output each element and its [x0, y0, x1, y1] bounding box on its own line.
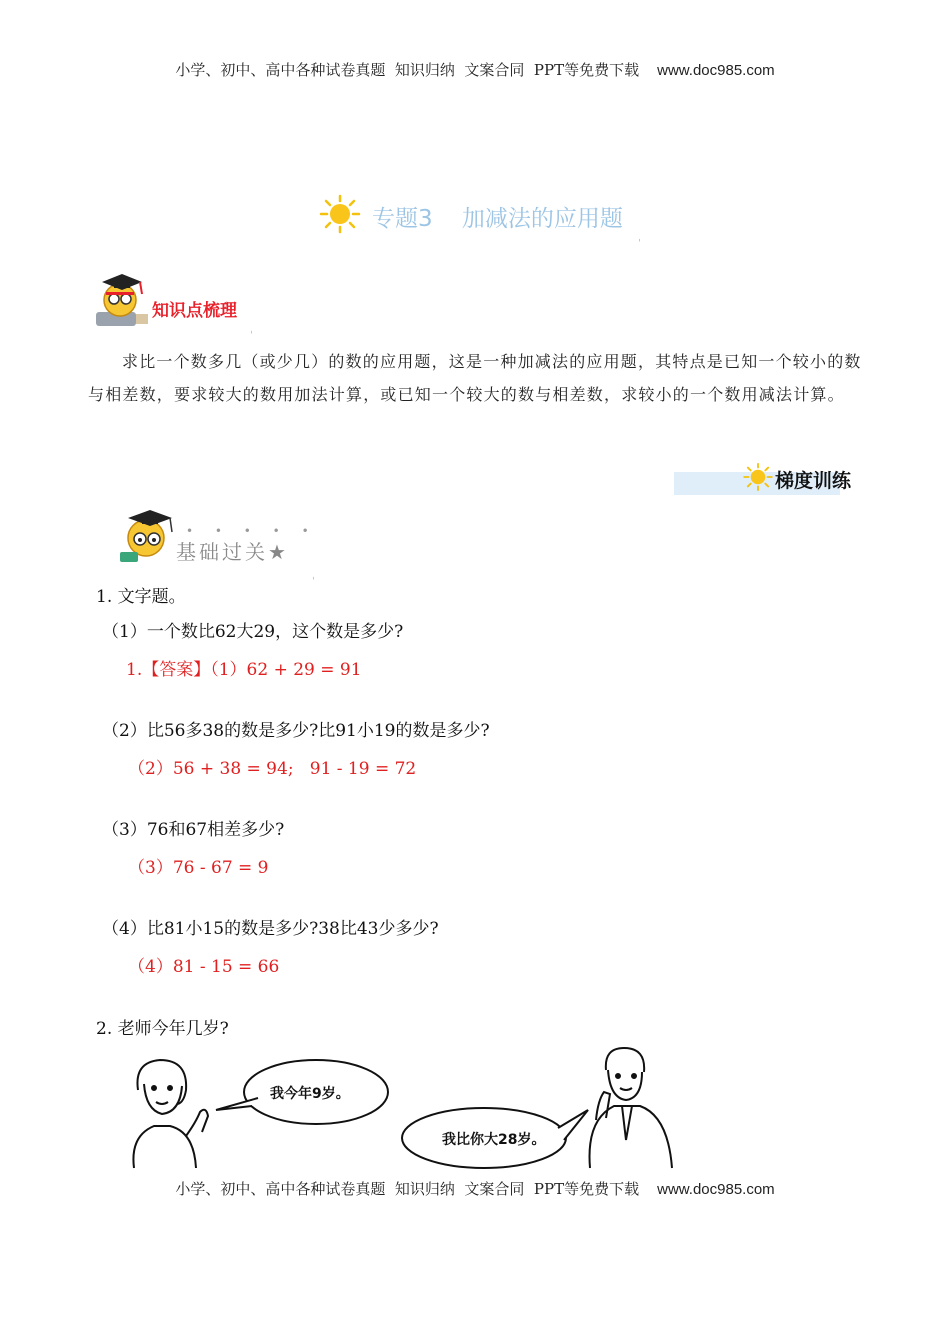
decorative-dots: • • • • • [186, 524, 318, 538]
question-1-item-3: （3）76和67相差多少? [102, 820, 285, 840]
knowledge-paragraph-text: 求比一个数多几（或少几）的数的应用题，这是一种加减法的应用题，其特点是已知一个较小的数与相差数，要求较大的数用加法计算，或已知一个较大的数与相差数，求较小的一个数用减法计算。 [88, 352, 862, 404]
bubble-left-text: 我今年9岁。 [270, 1086, 350, 1102]
question-1-item-1: （1）一个数比62大29，这个数是多少? [102, 622, 404, 642]
title-text: 专题3 加减法的应用题 [372, 205, 623, 232]
graduate-mascot-icon [116, 506, 180, 570]
paragraph-mark: ˌ [250, 322, 254, 335]
sun-icon [742, 461, 774, 497]
page-header [0, 59, 950, 80]
basic-label: 基础过关★ [176, 540, 289, 564]
footer-text: 小学、初中、高中各种试卷真题 知识归纳 文案合同 PPT等免费下载 [175, 1180, 640, 1198]
answer-1-item-3: （3）76 - 67 = 9 [128, 858, 269, 878]
question-2-stem: 2. 老师今年几岁? [96, 1019, 229, 1039]
page-title [318, 196, 623, 236]
question-1-item-2: （2）比56多38的数是多少?比91小19的数是多少? [102, 721, 490, 741]
paragraph-mark: ˌ [638, 230, 642, 243]
knowledge-paragraph [88, 345, 863, 411]
header-url[interactable]: www.doc985.com [657, 62, 775, 79]
answer-1-item-2: （2）56 + 38 = 94; 91 - 19 = 72 [128, 759, 417, 779]
teacher-figure [590, 1048, 673, 1168]
answer-1-item-4: （4）81 - 15 = 66 [128, 957, 280, 977]
question-1-item-4: （4）比81小15的数是多少?38比43少多少? [102, 919, 439, 939]
answer-1-item-1: 1.【答案】（1）62 + 29 = 91 [126, 660, 362, 680]
question-1-stem: 1. 文字题。 [96, 587, 186, 607]
sun-icon [318, 194, 362, 238]
page-footer [0, 1178, 950, 1199]
header-text: 小学、初中、高中各种试卷真题 知识归纳 文案合同 PPT等免费下载 [175, 61, 640, 79]
graduate-mascot-icon [92, 268, 154, 334]
footer-url[interactable]: www.doc985.com [657, 1181, 775, 1198]
student-figure [133, 1060, 208, 1168]
training-label: 梯度训练 [775, 470, 852, 492]
illustration [124, 1040, 684, 1174]
knowledge-heading: 知识点梳理 [152, 301, 237, 321]
bubble-right-text: 我比你大28岁。 [442, 1132, 546, 1148]
paragraph-mark: ˌ [312, 568, 316, 581]
